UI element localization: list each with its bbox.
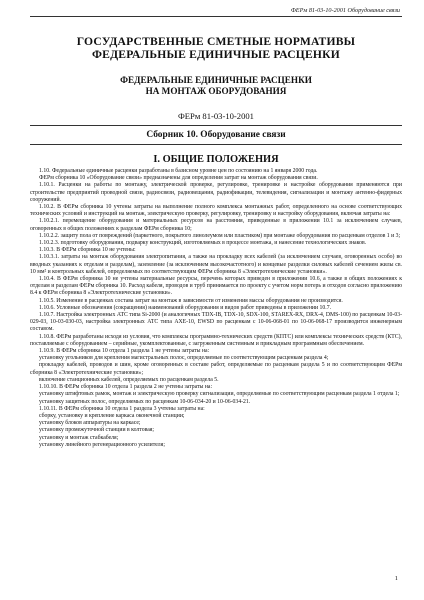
paragraph: 1.10.11. В ФЕРм сборника 10 отдела 1 раздела 3 учтены затраты на: <box>39 405 205 412</box>
title-block <box>30 35 402 166</box>
paragraph: 1.10.10. В ФЕРм сборника 10 отдела 1 раздела 2 не учтены затраты на: <box>39 384 213 391</box>
paragraph: прокладку кабелей, проводов и шин, кроме оговоренных в составе работ, определяемые по расценкам раздела 5 и по соответствующим ФЕРм сборника 8 «Электротехнические установки»; <box>30 362 402 376</box>
paragraph: установку угольников для крепления магистральных полос, определяемые по соответствующим расценкам раздела 4; <box>39 355 329 362</box>
code-rule <box>30 125 402 126</box>
paragraph: установку штифтовых рамок, монтаж и электрическую проверку сигнализации, определяемые по соответствующим расценкам раздела 1 отдела 1; <box>39 391 400 398</box>
paragraph: 1.10. Федеральные единичные расценки разработаны в базисном уровне цен по состоянию на 1 января 2000 года. <box>39 168 318 174</box>
paragraph: установку и монтаж стабкабеля; <box>39 434 119 441</box>
paragraph: 1.10.4. В ФЕРм сборника 10 не учтены материальные ресурсы, перечень которых приведен в приложении 10.6, а также в общих положениях к отделам и разделам ФЕРм сборника 10. Расход кабеля, проводов и труб принимается по проекту с учетом норм потерь и отходов согласно приложению 8.4 к ФЕРм сборника 8 «Электротехнические установки». <box>30 276 402 297</box>
paragraph: 1.10.2.3. подготовку оборудования, подварку конструкций, изготовляемых в процессе монтажа, и нанесение технологических знаков. <box>39 240 367 247</box>
subtitle-line-1: ФЕДЕРАЛЬНЫЕ ЕДИНИЧНЫЕ РАСЦЕНКИ <box>120 75 312 85</box>
page-number: 1 <box>394 575 398 582</box>
body-text <box>30 168 402 449</box>
paragraph: 1.10.8. ФЕРм разработаны исходя из условия, что комплексы программно-технических средств (КПТС) или комплексы технических средств (КТС), поставляемые с оборудованием – серийные, укомплектованные, с загруженным системным и прикладным программным обеспечением. <box>30 333 402 347</box>
header-rule <box>30 16 402 17</box>
paragraph: 1.10.3. В ФЕРм сборника 10 не учтены: <box>39 247 136 254</box>
paragraph: 1.10.9. В ФЕРм сборника 10 отдела 1 раздела 1 не учтены затраты на: <box>39 348 210 355</box>
document-code: ФЕРм 81-03-10-2001 <box>178 111 254 121</box>
collection-title: Сборник 10. Оборудование связи <box>146 130 286 140</box>
collection-rule <box>30 144 402 145</box>
paragraph: установку блоков аппаратуры на каркасе; <box>39 420 141 427</box>
main-title-line-1: ГОСУДАРСТВЕННЫЕ СМЕТНЫЕ НОРМАТИВЫ <box>76 35 356 48</box>
paragraph: 1.10.5. Изменение в расценках состава затрат на монтаж в зависимости от изменения массы оборудования не производится. <box>39 297 343 304</box>
paragraph: сборку, установку и крепление каркаса оконечной станции; <box>39 412 185 419</box>
main-title-line-2: ФЕДЕРАЛЬНЫЕ ЕДИНИЧНЫЕ РАСЦЕНКИ <box>92 48 340 61</box>
section-heading: I. ОБЩИЕ ПОЛОЖЕНИЯ <box>153 154 279 165</box>
running-header: ФЕРм 81-03-10-2001 Оборудование связи <box>290 7 400 14</box>
paragraph: 1.10.2.1. перемещение оборудования и материальных ресурсов на расстояния, приведенные в приложении 10.1 за исключением случаев, оговоренных в общих положениях к разделам ФЕРм сборника 10; <box>30 218 402 232</box>
paragraph: 1.10.3.1. затраты на монтаж оборудования электропитания, а также на прокладку всех кабелей (за исключением случаев, оговоренных особо) во вводных указаниях к отделам и разделам), заземление (за исключением высокочастотного) и концевые разделки силовых кабелей сечением жилы св. 10 мм² и контрольных кабелей, определяемых по соответствующим ФЕРм сборника 8 «Электротехнические установки». <box>30 254 402 275</box>
paragraph: 1.10.6. Условные обозначения (сокращения) наименований оборудования и видов работ приведены в приложении 10.7. <box>39 304 332 311</box>
subtitle-line-2: НА МОНТАЖ ОБОРУДОВАНИЯ <box>145 86 287 96</box>
paragraph: включение станционных кабелей, определяемых по расценкам раздела 5. <box>39 376 219 383</box>
paragraph: установку защитных полос, определяемых по расценкам 10-06-034-20 и 10-06-034-21. <box>39 398 251 405</box>
paragraph: установку линейного регенерационного усилителя; <box>39 441 165 448</box>
paragraph: ФЕРм сборника 10 «Оборудование связи» предназначены для определения затрат на монтаж оборудования связи. <box>39 175 318 182</box>
paragraph: установку промежуточной станции в колтовая; <box>39 427 155 434</box>
paragraph: 1.10.7. Настройка электронных АТС типа Si-2000 (и аналогичных TDX-IB, TDX-10, SDX-100, STAREX-RX, DRX-4, DMS-100) по расценкам 10-03-029-03, 10-03-030-03, настройка электронных АТС типа AXE-10, EWSD по расценкам с 10-06-068-01 по 10-06-068-17 производится инженерным составом. <box>30 312 402 333</box>
paragraph: 1.10.2. В ФЕРм сборника 10 учтены затраты на выполнение полного комплекса монтажных работ, определенного на основе соответствующих технических условий и инструкций на монтаж, электрическую проверку, регулировку, тренировку и настройку оборудования, включая затраты на: <box>30 204 402 218</box>
paragraph: 1.10.1. Расценки на работы по монтажу, электрической проверке, регулировке, тренировке и настройке оборудования применяются при строительстве предприятий проводной связи, радиосвязи, радиовещания, радиофикации, телевидения, сигнализации и монтажу антенно-фидерных сооружений. <box>30 182 402 203</box>
paragraph: 1.10.2.2. защиту пола от повреждений (паркетного, покрытого линолеумом или пластиком) при монтаже оборудования по расценкам отделов 1 и 3; <box>39 232 401 239</box>
